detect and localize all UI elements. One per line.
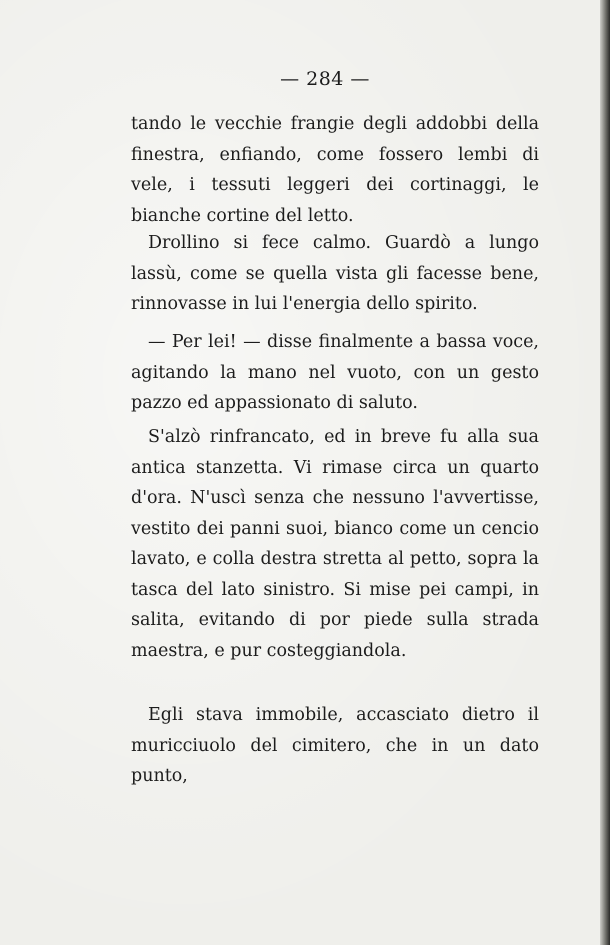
page-number: — 284 — bbox=[280, 68, 370, 90]
paragraph: S'alzò rinfrancato, ed in breve fu alla sua antica stanzetta. Vi rimase circa un quarto d'ora. N'uscì senza che nessuno l'avvertisse, vestito dei panni suoi, bianco come un cencio lavato, e colla destra stretta al petto, sopra la tasca del lato sinistro. Si mise pei campi, in salita, evitando di por piede sulla strada maestra, e pur costeggiandola. bbox=[131, 427, 539, 661]
paragraph: tando le vecchie frangie degli addobbi della finestra, enfiando, come fossero lembi di vele, i tessuti leggeri dei cortinaggi, le bianche cortine del letto. bbox=[131, 114, 539, 226]
paragraph: Egli stava immobile, accasciato dietro il muricciuolo del cimitero, che in un dato punto, bbox=[131, 705, 539, 786]
paragraph: — Per lei! — disse finalmente a bassa voce, agitando la mano nel vuoto, con un gesto pazzo ed appassionato di saluto. bbox=[131, 332, 539, 413]
paragraph-1-block bbox=[131, 109, 539, 231]
paragraph-3-block bbox=[131, 327, 539, 419]
paragraph: Drollino si fece calmo. Guardò a lungo lassù, come se quella vista gli facesse bene, rinnovasse in lui l'energia dello spirito. bbox=[131, 233, 539, 314]
page-edge-shadow bbox=[600, 0, 610, 945]
paragraph-5-block bbox=[131, 700, 539, 792]
paragraph-2-block bbox=[131, 228, 539, 320]
paragraph-4-block bbox=[131, 422, 539, 666]
